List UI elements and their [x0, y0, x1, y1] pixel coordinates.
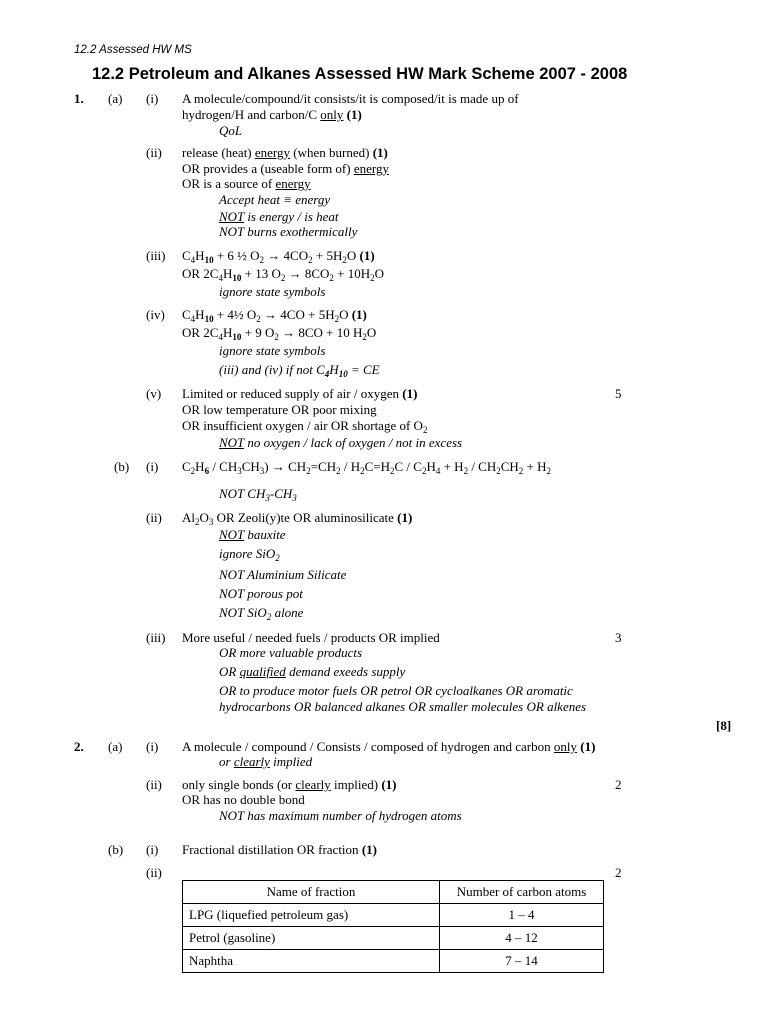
q2a-ii-line2: OR has no double bond — [182, 792, 305, 807]
table-cell: LPG (liquefied petroleum gas) — [183, 904, 440, 927]
q1a-subtotal: 5 — [615, 386, 622, 401]
q2a-ii-line1: only single bonds (or clearly implied) (1) — [182, 777, 397, 792]
q1a-iv-equation1: $C_4H_{10}$ + 4½ $O_2 \to 4CO + 5H_2O$ (1) — [182, 307, 367, 324]
q2a-ii-label: (ii) — [146, 777, 162, 792]
q1a-v-line1: Limited or reduced supply of air / oxygen (1) — [182, 386, 418, 401]
q1a-i-label: (i) — [146, 91, 159, 106]
q1b-subtotal: 3 — [615, 630, 622, 645]
q1a-iv-note2: (iii) and (iv) if not $C_4H_{10}$ = CE — [219, 362, 380, 379]
q1b-ii-note2: ignore SiO$_2$ — [219, 546, 280, 563]
q1-total-marks: [8] — [716, 718, 732, 733]
table-row — [183, 950, 604, 973]
q1b-i-note: NOT $CH_3-CH_3$ — [219, 486, 297, 503]
q2-number: 2. — [74, 739, 84, 754]
q1a-iv-note1: ignore state symbols — [219, 343, 326, 358]
q1a-ii-note2: NOT is energy / is heat — [219, 209, 339, 224]
q1a-iii-note: ignore state symbols — [219, 284, 326, 299]
q1a-iii-equation2: OR $2C_4H_{10} + 13$ $O_2 \to 8CO_2 + 10H_2O$ — [182, 266, 385, 283]
q1b-i-label: (i) — [146, 459, 159, 474]
q1-number: 1. — [74, 91, 84, 106]
q2a-i-note: or clearly implied — [219, 754, 313, 769]
q1a-v-label: (v) — [146, 386, 162, 401]
q1b-iii-note2: OR qualified demand exeeds supply — [219, 664, 406, 679]
q1b-ii-note4: NOT porous pot — [219, 586, 303, 601]
q1b-ii-note3: NOT Aluminium Silicate — [219, 567, 347, 582]
table-row — [183, 927, 604, 950]
q1a-v-line3: OR insufficient oxygen / air OR shortage of $O_2$ — [182, 418, 428, 435]
table-cell: 7 – 14 — [440, 950, 604, 973]
q2b-i-label: (i) — [146, 842, 159, 857]
table-cell: Naphtha — [183, 950, 440, 973]
q1a-ii-note3: NOT burns exothermically — [219, 224, 358, 239]
q1-part-b-label: (b) — [114, 459, 130, 474]
table-header-cell: Number of carbon atoms — [440, 881, 604, 904]
q1b-i-equation: $C_2H_6 / CH_3CH_3) \to CH_2=CH_2 / H_2C=H_2C / C_2H_4 + H_2 / CH_2CH_2 + H_2$ — [182, 459, 552, 476]
q2a-i-label: (i) — [146, 739, 159, 754]
q2-part-b-label: (b) — [108, 842, 124, 857]
q1a-iv-equation2: OR $2C_4H_{10} + 9$ $O_2 \to 8CO + 10$ $H_2O$ — [182, 325, 377, 342]
q1a-iv-label: (iv) — [146, 307, 165, 322]
q1b-iii-line1: More useful / needed fuels / products OR implied — [182, 630, 440, 645]
table-header-row — [183, 881, 604, 904]
q2a-subtotal: 2 — [615, 777, 622, 792]
q2b-i-line1: Fractional distillation OR fraction (1) — [182, 842, 377, 857]
table-cell: 4 – 12 — [440, 927, 604, 950]
table-cell: Petrol (gasoline) — [183, 927, 440, 950]
q1a-ii-line1: release (heat) energy (when burned) (1) — [182, 145, 388, 160]
table-row — [183, 904, 604, 927]
q1-part-a-label: (a) — [108, 91, 123, 106]
table-cell: 1 – 4 — [440, 904, 604, 927]
q2a-ii-note: NOT has maximum number of hydrogen atoms — [219, 808, 462, 823]
q1a-ii-line2: OR provides a (useable form of) energy — [182, 161, 389, 176]
q2a-i-line1: A molecule / compound / Consists / composed of hydrogen and carbon only (1) — [182, 739, 596, 754]
table-header-cell: Name of fraction — [183, 881, 440, 904]
q1a-ii-note1: Accept heat ≡ energy — [219, 192, 331, 207]
q1b-iii-label: (iii) — [146, 630, 166, 645]
running-header: 12.2 Assessed HW MS — [74, 44, 192, 56]
q1a-ii-label: (ii) — [146, 145, 162, 160]
q2b-ii-label: (ii) — [146, 865, 162, 880]
q1a-ii-line3: OR is a source of energy — [182, 176, 311, 191]
q1b-ii-line1: $Al_2O_3$ OR Zeoli(y)te OR aluminosilicate (1) — [182, 510, 413, 527]
fraction-table — [182, 880, 604, 973]
q1a-iii-label: (iii) — [146, 248, 166, 263]
q1b-ii-note1: NOT bauxite — [219, 527, 286, 542]
q1a-i-line1: A molecule/compound/it consists/it is composed/it is made up of — [182, 91, 519, 106]
q1b-ii-note5: NOT SiO$_2$ alone — [219, 605, 304, 622]
q1a-v-note: NOT no oxygen / lack of oxygen / not in excess — [219, 435, 463, 450]
page-title: 12.2 Petroleum and Alkanes Assessed HW Mark Scheme 2007 - 2008 — [92, 65, 628, 83]
q1b-iii-note3: OR to produce motor fuels OR petrol OR cycloalkanes OR aromatic — [219, 683, 573, 698]
q1a-v-line2: OR low temperature OR poor mixing — [182, 402, 377, 417]
q1a-iii-equation1: $C_4H_{10} + 6$ ½ $O_2 \to 4CO_2 + 5H_2O$ (1) — [182, 248, 375, 265]
q1b-iii-note1: OR more valuable products — [219, 645, 363, 660]
q2-part-a-label: (a) — [108, 739, 123, 754]
q2b-subtotal: 2 — [615, 865, 622, 880]
q1a-i-line2: hydrogen/H and carbon/C only (1) — [182, 107, 362, 122]
q1b-iii-note4: hydrocarbons OR balanced alkanes OR smaller molecules OR alkenes — [219, 699, 587, 714]
q1b-ii-label: (ii) — [146, 510, 162, 525]
q1a-i-note: QoL — [219, 123, 243, 138]
